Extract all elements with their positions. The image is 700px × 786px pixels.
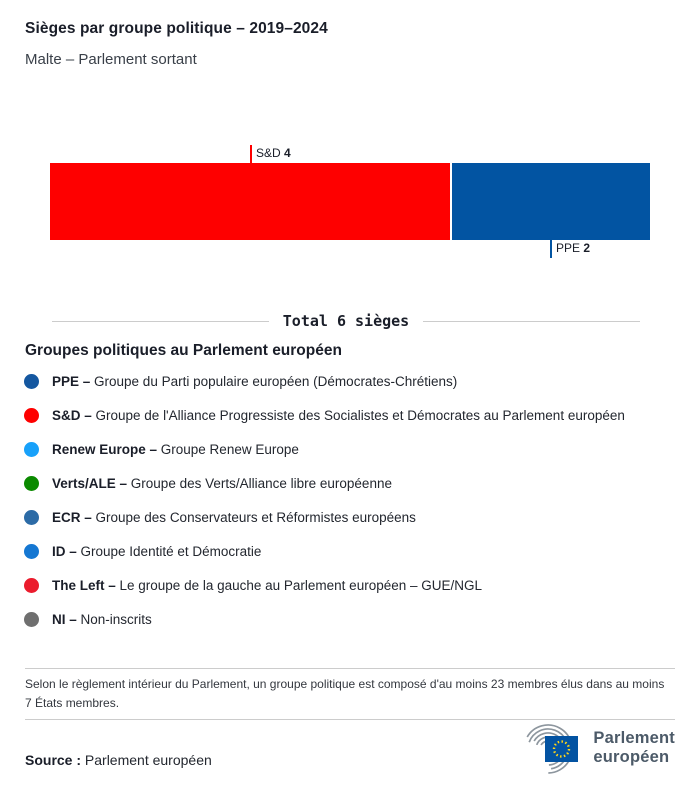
european-parliament-logo — [511, 722, 675, 774]
group-color-dot — [24, 544, 39, 559]
source-value: Parlement européen — [84, 752, 212, 768]
group-color-dot — [24, 578, 39, 593]
stacked-bar — [50, 163, 650, 240]
source-label: Source : — [25, 752, 82, 768]
legend-item — [24, 534, 684, 568]
group-label: PPE – Groupe du Parti populaire européen (Démocrates-Chrétiens) — [52, 373, 458, 389]
group-color-dot — [24, 408, 39, 423]
divider-line-right — [423, 321, 640, 322]
legend-item — [24, 432, 684, 466]
group-label: ID – Groupe Identité et Démocratie — [52, 543, 262, 559]
group-color-dot — [24, 374, 39, 389]
group-color-dot — [24, 612, 39, 627]
footnote-text: Selon le règlement intérieur du Parlement, un groupe politique est composé d'au moins 23 membres élus dans au moins 7 États membres. — [25, 677, 665, 710]
legend-item — [24, 602, 684, 636]
bar-value-label-ppe — [550, 240, 590, 258]
footnote-divider-top — [25, 668, 675, 669]
page-subtitle: Malte – Parlement sortant — [25, 51, 197, 68]
legend-item — [24, 568, 684, 602]
legend-item — [24, 500, 684, 534]
eu-flag — [545, 736, 578, 762]
legend-heading: Groupes politiques au Parlement européen — [25, 342, 342, 359]
logo-wordmark — [593, 729, 675, 767]
group-label: Renew Europe – Groupe Renew Europe — [52, 441, 299, 457]
footnote-divider-bottom — [25, 719, 675, 720]
group-label: ECR – Groupe des Conservateurs et Réformistes européens — [52, 509, 416, 525]
legend-item — [24, 364, 684, 398]
legend-list — [24, 364, 684, 636]
group-color-dot — [24, 476, 39, 491]
group-color-dot — [24, 442, 39, 457]
seats-bar-chart — [50, 145, 650, 258]
page-title: Sièges par groupe politique – 2019–2024 — [25, 20, 328, 37]
label-text: S&D 4 — [256, 146, 291, 160]
label-text: PPE 2 — [556, 241, 591, 255]
group-label: NI – Non-inscrits — [52, 611, 152, 627]
total-seats-label: Total 6 sièges — [282, 312, 410, 330]
parliament-hemicycle-icon — [511, 722, 587, 774]
logo-line1: Parlement — [593, 729, 675, 747]
source-line — [25, 752, 212, 768]
total-divider — [52, 312, 640, 330]
group-label: Verts/ALE – Groupe des Verts/Alliance libre européenne — [52, 475, 392, 491]
bar-value-label-s-d — [250, 145, 291, 163]
divider-line-left — [52, 321, 269, 322]
group-label: S&D – Groupe de l'Alliance Progressiste des Socialistes et Démocrates au Parlement européen — [52, 407, 625, 423]
bar-segment-s-d — [50, 163, 450, 240]
logo-line2: européen — [593, 748, 670, 766]
group-color-dot — [24, 510, 39, 525]
bar-segment-ppe — [452, 163, 650, 240]
group-label: The Left – Le groupe de la gauche au Parlement européen – GUE/NGL — [52, 577, 483, 593]
legend-item — [24, 398, 684, 432]
legend-item — [24, 466, 684, 500]
